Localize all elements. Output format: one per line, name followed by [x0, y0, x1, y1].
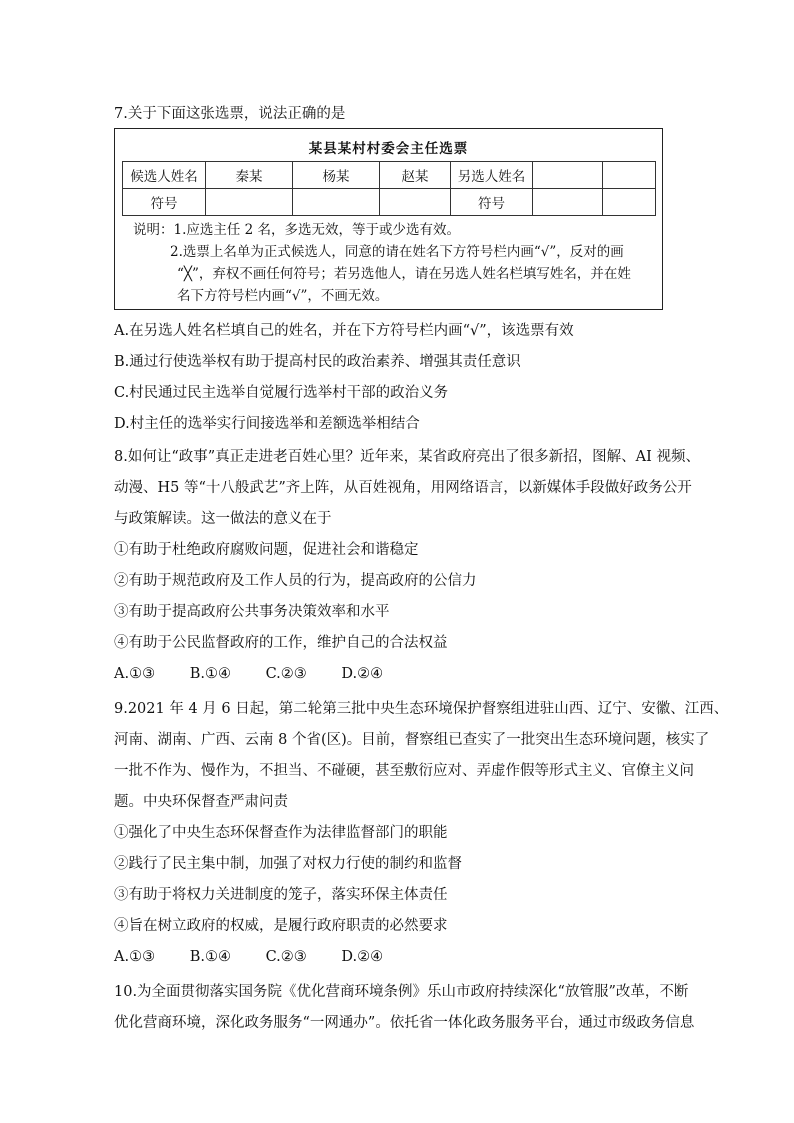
q10-stem-line: 10.为全面贯彻落实国务院《优化营商环境条例》乐山市政府持续深化“放管服”改革，不断 — [114, 984, 689, 1000]
q8-stem-line: 与政策解读。这一做法的意义在于 — [114, 511, 332, 527]
ballot-cell — [603, 189, 656, 216]
ballot-cell: 杨某 — [293, 162, 380, 189]
ballot-note-2: 2.选票上名单为正式候选人，同意的请在姓名下方符号栏内画“√”，反对的画 — [170, 244, 624, 260]
q9-choice-d: D.②④ — [341, 949, 384, 965]
ballot-table — [122, 161, 656, 216]
ballot-cell: 符号 — [451, 189, 533, 216]
q8-item-3: ③有助于提高政府公共事务决策效率和水平 — [114, 604, 390, 620]
q9-item-4: ④旨在树立政府的权威，是履行政府职责的必然要求 — [114, 918, 448, 934]
ballot-row-names — [123, 162, 656, 189]
ballot-cell — [293, 189, 380, 216]
q7-option-a: A.在另选人姓名栏填自己的姓名，并在下方符号栏内画“√”，该选票有效 — [114, 323, 574, 339]
q9-stem-line: 一批不作为、慢作为，不担当、不碰硬，甚至敷衍应对、弄虚作假等形式主义、官僚主义问 — [114, 763, 694, 779]
q8-item-4: ④有助于公民监督政府的工作，维护自己的合法权益 — [114, 635, 448, 651]
ballot-cell — [380, 189, 451, 216]
q7-option-b: B.通过行使选举权有助于提高村民的政治素养、增强其责任意识 — [114, 354, 521, 370]
q8-item-2: ②有助于规范政府及工作人员的行为，提高政府的公信力 — [114, 573, 477, 589]
ballot-cell — [206, 189, 293, 216]
q9-item-3: ③有助于将权力关进制度的笼子，落实环保主体责任 — [114, 887, 448, 903]
q9-choice-b: B.①④ — [189, 949, 231, 965]
q7-option-d: D.村主任的选举实行间接选举和差额选举相结合 — [114, 416, 420, 432]
ballot-cell — [603, 162, 656, 189]
q8-choices — [114, 664, 413, 684]
q8-item-1: ①有助于杜绝政府腐败问题，促进社会和谐稳定 — [114, 542, 419, 558]
q8-stem-line: 动漫、H5 等“十八般武艺”齐上阵，从百姓视角，用网络语言，以新媒体手段做好政务公开 — [114, 480, 692, 496]
q8-choice-b: B.①④ — [189, 666, 231, 682]
ballot-note-3: “╳”，弃权不画任何符号；若另选他人，请在另选人姓名栏填写姓名，并在姓 — [177, 266, 631, 282]
q8-choice-d: D.②④ — [341, 666, 384, 682]
q9-choices — [114, 947, 413, 967]
ballot-cell: 赵某 — [380, 162, 451, 189]
q8-stem-line: 8.如何让“政事”真正走进老百姓心里？近年来，某省政府亮出了很多新招，图解、AI 视频、 — [114, 449, 700, 465]
q10-stem-line: 优化营商环境，深化政务服务“一网通办”。依托省一体化政务服务平台，通过市级政务信息 — [114, 1015, 695, 1031]
ballot-cell: 符号 — [123, 189, 206, 216]
ballot-note-4: 名下方符号栏内画“√”，不画无效。 — [177, 288, 389, 304]
q9-stem-line: 河南、湖南、广西、云南 8 个省(区)。目前，督察组已查实了一批突出生态环境问题，核实了 — [114, 732, 710, 748]
ballot-cell: 秦某 — [206, 162, 293, 189]
q9-item-1: ①强化了中央生态环保督查作为法律监督部门的职能 — [114, 825, 448, 841]
ballot-note-1: 说明：1.应选主任 2 名，多选无效，等于或少选有效。 — [133, 222, 461, 238]
q9-choice-a: A.①③ — [114, 949, 156, 965]
q9-stem-line: 题。中央环保督查严肃问责 — [114, 794, 288, 810]
ballot-cell: 另选人姓名 — [451, 162, 533, 189]
ballot-row-symbols — [123, 189, 656, 216]
q8-choice-a: A.①③ — [114, 666, 156, 682]
ballot-cell — [533, 162, 603, 189]
ballot-cell: 候选人姓名 — [123, 162, 206, 189]
q7-stem: 7.关于下面这张选票，说法正确的是 — [114, 106, 346, 122]
ballot-cell — [533, 189, 603, 216]
q7-option-c: C.村民通过民主选举自觉履行选举村干部的政治义务 — [114, 385, 449, 401]
q9-choice-c: C.②③ — [265, 949, 307, 965]
q8-choice-c: C.②③ — [265, 666, 307, 682]
ballot-title: 某县某村村委会主任选票 — [308, 141, 469, 157]
q9-item-2: ②践行了民主集中制，加强了对权力行使的制约和监督 — [114, 856, 462, 872]
q9-stem-line: 9.2021 年 4 月 6 日起，第二轮第三批中央生态环境保护督察组进驻山西、辽宁、安徽、江西、 — [114, 701, 729, 717]
ballot-box — [114, 128, 663, 310]
